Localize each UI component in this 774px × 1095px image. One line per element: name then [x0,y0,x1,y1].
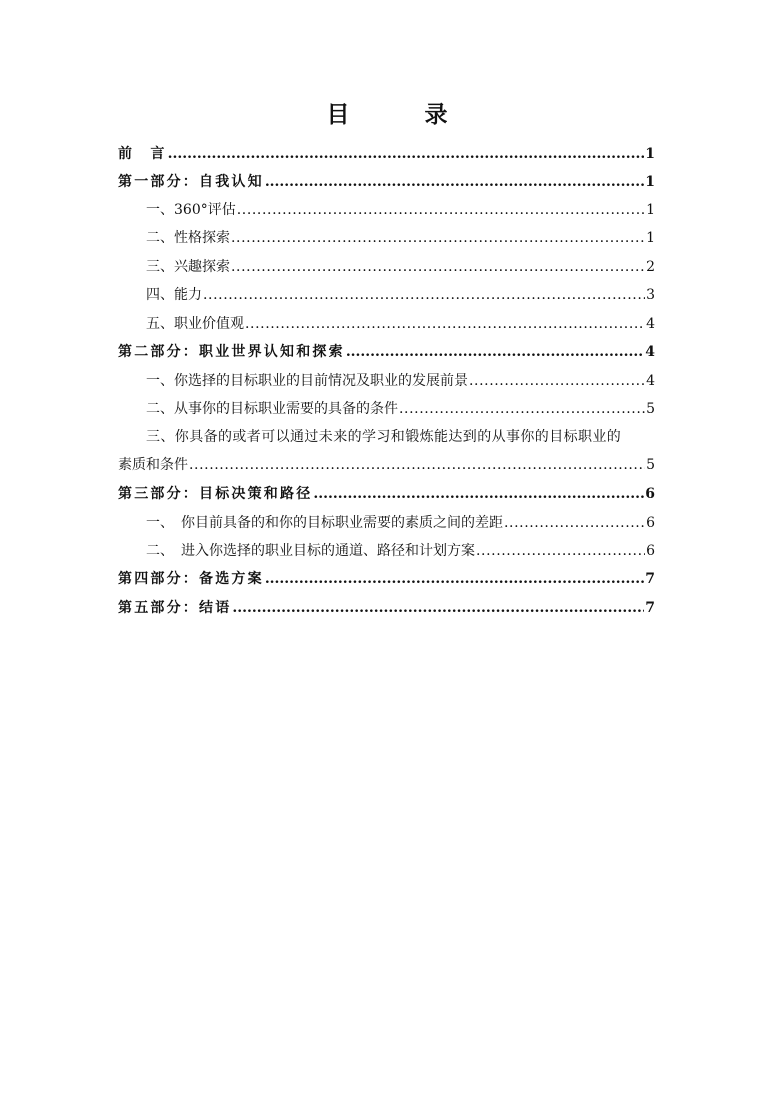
toc-entry-label: 素质和条件 [118,457,188,473]
dot-leader [399,397,645,421]
dot-leader [237,198,645,222]
toc-entry-label: 五、职业价值观 [146,316,244,332]
toc-entry-3-2[interactable] [146,539,655,563]
toc-entry-page: 4 [645,344,655,360]
toc-entry-label: 二、 进入你选择的职业目标的通道、路径和计划方案 [146,543,475,559]
toc-entry-2-3-line1[interactable]: 三、你具备的或者可以通过未来的学习和锻炼能达到的从事你的目标职业的 [146,429,622,445]
toc-entry-2-2[interactable] [146,397,655,421]
toc-entry-label: 第二部分：职业世界认知和探索 [118,344,345,360]
toc-entry-label: 二、从事你的目标职业需要的具备的条件 [146,401,398,417]
dot-leader [168,142,645,166]
toc-entry-page: 1 [645,146,655,162]
toc-entry-3-1[interactable] [146,511,655,535]
toc-entry-page: 5 [646,457,655,473]
toc-entry-page: 7 [645,571,655,587]
toc-entry-label: 四、能力 [146,287,202,303]
dot-leader [346,340,644,364]
dot-leader [313,482,644,506]
toc-entry-page: 3 [646,287,655,303]
toc-entry-part2[interactable] [118,340,655,364]
toc-entry-label: 一、360°评估 [146,202,236,218]
toc-entry-page: 6 [646,543,655,559]
toc-entry-1-3[interactable] [146,255,655,279]
dot-leader [231,255,645,279]
toc-entry-label: 第四部分：备选方案 [118,571,264,587]
toc-entry-page: 6 [645,486,655,502]
toc-entry-label: 前 言 [118,146,167,162]
toc-entry-page: 1 [646,230,655,246]
toc-entry-1-5[interactable] [146,312,655,336]
dot-leader [245,312,645,336]
toc-entry-label: 第五部分：结语 [118,600,232,616]
toc-entry-page: 2 [646,259,655,275]
toc-entry-page: 5 [646,401,655,417]
toc-entry-label: 三、兴趣探索 [146,259,230,275]
toc-entry-2-1[interactable] [146,369,655,393]
toc-entry-label: 一、你选择的目标职业的目前情况及职业的发展前景 [146,373,468,389]
dot-leader [265,170,644,194]
toc-entry-label: 第三部分：目标决策和路径 [118,486,313,502]
dot-leader [265,567,644,591]
toc-entry-1-4[interactable] [146,283,655,307]
toc-entry-1-1[interactable] [146,198,655,222]
dot-leader [189,453,645,477]
toc-entry-page: 4 [646,373,655,389]
page-title: 目 录 [326,101,474,128]
toc-entry-page: 1 [646,202,655,218]
toc-entry-part5[interactable] [118,596,655,620]
toc-entry-label: 第一部分：自我认知 [118,174,264,190]
dot-leader [231,226,645,250]
toc-entry-part4[interactable] [118,567,655,591]
dot-leader [203,283,645,307]
toc-entry-part3[interactable] [118,482,655,506]
toc-entry-page: 4 [646,316,655,332]
dot-leader [469,369,645,393]
toc-entry-page: 1 [645,174,655,190]
dot-leader [504,511,645,535]
toc-entry-label: 一、 你目前具备的和你的目标职业需要的素质之间的差距 [146,515,503,531]
toc-entry-preface[interactable] [118,142,655,166]
dot-leader [476,539,645,563]
toc-entry-label: 二、性格探索 [146,230,230,246]
toc-entry-1-2[interactable] [146,226,655,250]
toc-entry-2-3[interactable] [118,453,655,477]
toc-entry-page: 6 [646,515,655,531]
toc-entry-part1[interactable] [118,170,655,194]
dot-leader [232,596,644,620]
toc-entry-page: 7 [645,600,655,616]
